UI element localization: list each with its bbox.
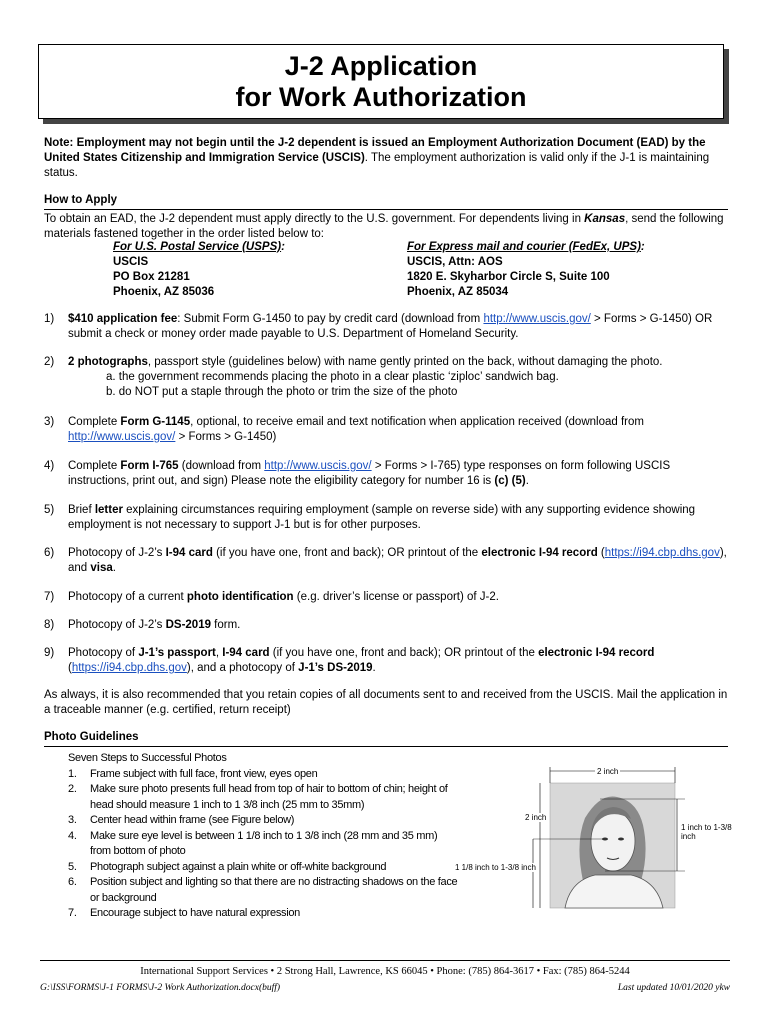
intro-text-a: To obtain an EAD, the J-2 dependent must apply directly to the U.S. government. For dependents living in: [44, 213, 585, 225]
list-item: [68, 875, 458, 906]
item-text: .: [525, 475, 529, 487]
list-item: [68, 860, 458, 876]
fig-eye-label: 1 1/8 inch to 1-3/8 inch: [455, 863, 536, 872]
item-text: Complete: [68, 416, 121, 428]
step-number: 5.: [68, 860, 77, 873]
item-bold: Form G-1145: [120, 416, 191, 428]
item-text: (download from: [178, 460, 265, 472]
item-text: > Forms > G-1450): [175, 431, 277, 443]
express-line1: USCIS, Attn: AOS: [407, 256, 503, 268]
footer-file-path: G:\ISS\FORMS\J-1 FORMS\J-2 Work Authorization.docx(buff): [40, 983, 281, 993]
passport-photo-figure: [455, 763, 745, 913]
retain-copies-paragraph: As always, it is also recommended that you retain copies of all documents sent to and received from the USCIS. Mail the application in a traceable manner (e.g. certified, return receipt): [44, 689, 728, 716]
usps-line1: USCIS: [113, 256, 149, 268]
step-text: Photograph subject against a plain white or off-white background: [90, 860, 387, 873]
item-text: , passport style (guidelines below) with name gently printed on the back, without damaging the photo.: [147, 356, 663, 368]
express-colon: :: [640, 241, 645, 253]
step-text: Center head within frame (see Figure below): [90, 814, 295, 826]
list-item: [44, 312, 734, 342]
footer-divider: [40, 960, 730, 961]
list-item: [44, 355, 734, 400]
step-number: 7.: [68, 907, 77, 919]
item-text: explaining circumstances requiring employment (sample on reverse side) with any supporting evidence showing employment is not necessary to support J-1 but is for other purposes.: [68, 504, 696, 531]
item-subpoint: a. the government recommends placing the photo in a clear plastic ‘ziploc’ sandwich bag.: [106, 371, 559, 383]
step-text: Position subject and lighting so that there are no distracting shadows on the face or background: [90, 876, 458, 904]
step-text: Frame subject with full face, front view, eyes open: [90, 767, 318, 780]
item-bold: J-1’s DS-2019: [298, 662, 373, 674]
step-text: Encourage subject to have natural expression: [90, 907, 300, 919]
list-item: [68, 829, 458, 860]
item-bold: I-94 card: [222, 647, 270, 659]
photo-guidelines-heading: Photo Guidelines: [44, 730, 728, 747]
fig-width-label: 2 inch: [597, 767, 619, 776]
list-item: [68, 813, 458, 829]
usps-line2: PO Box 21281: [113, 271, 190, 283]
item-bold: J-1’s passport: [138, 647, 216, 659]
how-to-apply-section: [44, 193, 730, 242]
item-text: Photocopy of: [68, 647, 139, 659]
i94-link[interactable]: https://i94.cbp.dhs.gov: [71, 662, 187, 674]
usps-heading: For U.S. Postal Service (USPS): [113, 241, 282, 253]
page-title-line2: for Work Authorization: [235, 82, 527, 112]
list-item: [68, 767, 458, 783]
fig-head-label: 1 inch to 1-3/8 inch: [681, 823, 732, 841]
item-bold: (c) (5): [494, 475, 526, 487]
item-text: ), and: [68, 547, 727, 574]
i94-link[interactable]: https://i94.cbp.dhs.gov: [604, 547, 720, 559]
item-text: ,: [215, 647, 223, 659]
item-number: 8): [44, 619, 55, 631]
step-number: 1.: [68, 767, 77, 780]
item-bold: Form I-765: [120, 460, 179, 472]
usps-line3: Phoenix, AZ 85036: [113, 286, 215, 298]
item-text: , optional, to receive email and text notification when application received (download from: [190, 416, 644, 428]
item-text: Complete: [68, 460, 121, 472]
express-heading: For Express mail and courier (FedEx, UPS): [407, 241, 641, 253]
step-number: 4.: [68, 829, 77, 842]
title-frame: [38, 44, 724, 119]
item-text: > Forms > G-1450) OR submit a check or money order made payable to U.S. Department of Homeland Security.: [68, 313, 713, 340]
item-text: form.: [210, 619, 241, 631]
photo-steps-list: [68, 751, 458, 922]
express-line3: Phoenix, AZ 85034: [407, 286, 509, 298]
item-bold: DS-2019: [165, 619, 211, 631]
item-number: 9): [44, 647, 55, 659]
footer-address: International Support Services • 2 Strong Hall, Lawrence, KS 66045 • Phone: (785) 864-3617 • Fax: (785) 864-5244: [140, 966, 630, 977]
item-text: ), and a photocopy of: [186, 662, 299, 674]
photo-steps-intro: Seven Steps to Successful Photos: [68, 752, 227, 764]
express-address: [407, 240, 727, 300]
item-text: (: [597, 547, 605, 559]
item-bold: 2 photographs: [68, 356, 148, 368]
item-text: Photocopy of J-2’s: [68, 547, 166, 559]
item-bold: letter: [94, 504, 123, 516]
step-number: 3.: [68, 814, 77, 826]
page-title-line1: J-2 Application: [284, 51, 478, 81]
item-text: : Submit Form G-1450 to pay by credit card (download from: [177, 313, 484, 325]
usps-address: [113, 240, 393, 300]
item-number: 6): [44, 547, 55, 559]
list-item: [44, 415, 734, 445]
item-number: 1): [44, 313, 55, 325]
express-line2: 1820 E. Skyharbor Circle S, Suite 100: [407, 271, 610, 283]
note-rest: . The employment authorization is valid only if the J-1 is maintaining status.: [44, 152, 710, 179]
intro-text-b: , send the following materials fastened together in the order listed below to:: [44, 213, 724, 240]
how-to-apply-intro: [44, 212, 730, 242]
item-number: 5): [44, 504, 55, 516]
item-text: (e.g. driver’s license or passport) of J-2.: [293, 591, 499, 603]
item-bold: photo identification: [186, 591, 294, 603]
list-item: [68, 906, 458, 922]
employment-note: [44, 136, 730, 181]
list-item: [44, 546, 734, 576]
item-text: .: [112, 562, 116, 574]
step-text: Make sure photo presents full head from top of hair to bottom of chin; height of head should measure 1 inch to 1 3/8 inch (25 mm to 35mm): [90, 783, 448, 811]
item-text: Photocopy of a current: [68, 591, 187, 603]
list-item: [44, 459, 734, 489]
list-item: [44, 503, 734, 533]
item-number: 2): [44, 356, 55, 368]
item-subpoint: b. do NOT put a staple through the photo or trim the size of the photo: [106, 386, 458, 398]
step-number: 6.: [68, 876, 77, 888]
intro-kansas: Kansas: [584, 213, 626, 225]
item-text: .: [372, 662, 376, 674]
item-text: > Forms > I-765) type responses on form following USCIS instructions, print out, and sign) Please note the eligibility category for number 16 is: [68, 460, 671, 487]
item-bold: electronic I-94 record: [481, 547, 598, 559]
list-item: [44, 590, 734, 605]
item-text: (: [68, 662, 72, 674]
item-text: Photocopy of J-2’s: [68, 619, 166, 631]
item-text: Brief: [68, 504, 95, 516]
step-number: 2.: [68, 783, 77, 795]
how-to-apply-heading: How to Apply: [44, 193, 728, 210]
note-bold: Note: Employment may not begin until the J-2 dependent is issued an Employment Authorization Document (EAD) by the United States Citizenship and Immigration Service (USCIS): [44, 137, 706, 164]
footer-last-updated: Last updated 10/01/2020 ykw: [617, 983, 730, 993]
list-item: [44, 646, 734, 676]
item-bold: electronic I-94 record: [538, 647, 655, 659]
uscis-link[interactable]: http://www.uscis.gov/: [483, 313, 591, 325]
item-number: 4): [44, 460, 55, 472]
list-item: [68, 782, 458, 813]
step-text: Make sure eye level is between 1 1/8 inch to 1 3/8 inch (28 mm and 35 mm) from bottom of photo: [90, 829, 438, 857]
uscis-link[interactable]: http://www.uscis.gov/: [68, 431, 176, 443]
title-box: [38, 44, 729, 124]
item-text: (if you have one, front and back); OR printout of the: [269, 647, 539, 659]
photo-guidelines-section: [44, 730, 728, 747]
item-text: (if you have one, front and back); OR printout of the: [212, 547, 482, 559]
item-bold: $410 application fee: [68, 313, 178, 325]
item-bold: visa: [90, 562, 113, 574]
list-item: [44, 618, 734, 633]
item-bold: I-94 card: [165, 547, 213, 559]
usps-colon: :: [281, 241, 285, 253]
item-number: 3): [44, 416, 55, 428]
item-number: 7): [44, 591, 55, 603]
uscis-link[interactable]: http://www.uscis.gov/: [264, 460, 372, 472]
fig-height-label: 2 inch: [525, 813, 547, 822]
